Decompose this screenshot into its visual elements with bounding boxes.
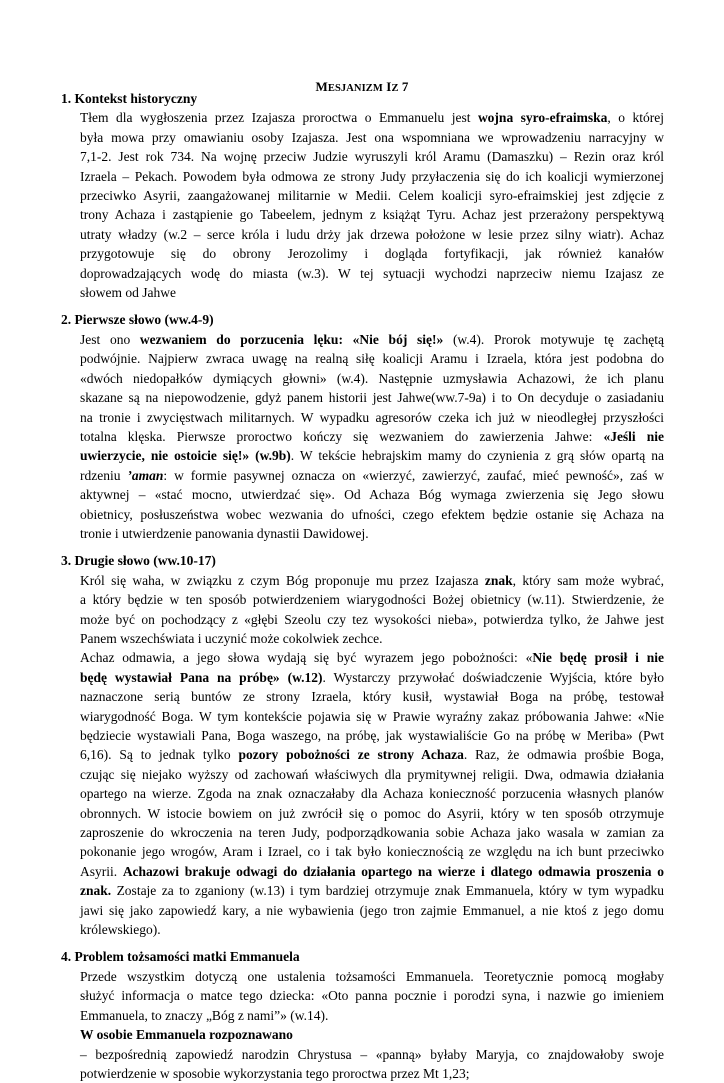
section-heading-1: 1. Kontekst historyczny <box>61 89 664 108</box>
title-part: I <box>383 79 392 94</box>
title-part: ESJANIZM <box>328 83 383 94</box>
title-part: 7 <box>399 79 409 94</box>
document-body <box>61 89 664 1083</box>
section-heading-3: 3. Drugie słowo (ww.10-17) <box>61 551 664 570</box>
title-part: M <box>315 79 327 94</box>
paragraph: Jest ono wezwaniem do porzucenia lęku: «Nie bój się!» (w.4). Prorok motywuje tę zachętą podwójnie. Najpierw zwraca uwagę na realną siłę koalicji Aramu i Izraela, która jest podobna do «dwóch niedopałków dymiących głowni» (w.4). Następnie uzmysławia Achazowi, że ich planu skazane są na niepowodzenie, gdyż panem historii jest Jahwe(ww.7-9a) i to On decyduje o zasiadaniu na tronie i zwycięstwach militarnych. W wypadku agresorów czeka ich już w nieodległej przyszłości totalna klęska. Pierwsze proroctwo kończy się wezwaniem do zawierzenia Jahwe: «Jeśli nie uwierzycie, nie ostoicie się!» (w.9b). W tekście hebrajskim mamy do czynienia z grą słów opartą na rdzeniu ʼaman: w formie pasywnej oznacza on «wierzyć, zawierzyć, zaufać, mieć pewność», zaś w aktywnej – «stać mocno, utwierdzać się». Od Achaza Bóg wymaga zwierzenia się Jego słowu obietnicy, posłuszeństwa wobec wezwania do ufności, czego efektem będzie ostanie się Achaza na tronie i utwierdzenie panowania dynastii Dawidowej. <box>61 330 664 543</box>
section-heading-4: 4. Problem tożsamości matki Emmanuela <box>61 947 664 966</box>
subheading: W osobie Emmanuela rozpoznawano <box>61 1025 664 1044</box>
paragraph: Achaz odmawia, a jego słowa wydają się być wyrazem jego pobożności: «Nie będę prosił i nie będę wystawiał Pana na próbę» (w.12). Wystarczy przywołać doświadczenie Wyjścia, które było naznaczone serią buntów ze strony Izraela, który kusił, wystawiał Boga na próbę, testował wiarygodność Boga. W tym kontekście pojawia się w Prawie wyraźny zakaz próbowania Jahwe: «Nie będziecie wystawiali Pana, Boga waszego, na próbę, jak wystawialiście Go na próbę w Meriba» (Pwt 6,16). Są to jednak tylko pozory pobożności ze strony Achaza. Raz, że odmawia prośbie Boga, czując się niejako wyższy od zachowań właściwych dla prymitywnej religii. Dwa, odmawia działania opartego na wierze. Zgoda na znak oznaczałaby dla Achaza konieczność porzucenia własnych planów obronnych. W istocie bowiem on już zwrócił się o pomoc do Asyrii, który w ten sposób otrzymuje zaproszenie do wkroczenia na teren Judy, podporządkowania sobie Achaza jako wasala w zamian za pokonanie jego wrogów, Aram i Izrael, co i tak było koniecznością ze względu na ich bunt przeciwko Asyrii. Achazowi brakuje odwagi do działania opartego na wierze i dlatego odmawia proszenia o znak. Zostaje za to zganiony (w.13) i tym bardziej otrzymuje znak Emmanuela, który w tym wypadku jawi się jako zapowiedź kary, a nie wybawienia (jego tron zajmie Emmanuel, a nie ktoś z jego domu królewskiego). <box>61 648 664 939</box>
paragraph: Przede wszystkim dotyczą one ustalenia tożsamości Emmanuela. Teoretycznie pomocą mogłaby służyć informacja o matce tego dziecka: «Oto panna pocznie i porodzi syna, i nazwie go imieniem Emmanuela, to znaczy „Bóg z nami”» (w.14). <box>61 967 664 1025</box>
title-part: Z <box>391 83 398 94</box>
paragraph: Król się waha, w związku z czym Bóg proponuje mu przez Izajasza znak, który sam może wybrać, a który będzie w ten sposób potwierdzeniem wiarygodności Bożej obietnicy (w.11). Stwierdzenie, że może być on pochodzący z «głębi Szeolu czy tez wysokości nieba», potwierdza tylko, że Jahwe jest Panem wszechświata i uczynić może cokolwiek zechce. <box>61 571 664 649</box>
paragraph: Tłem dla wygłoszenia przez Izajasza proroctwa o Emmanuelu jest wojna syro-efraimska, o której była mowa przy omawianiu osoby Izajasza. Jest ona wspomniana we wprowadzeniu narracyjny w 7,1-2. Jest rok 734. Na wojnę przeciw Judzie wyruszyli król Aramu (Damaszku) – Rezin oraz król Izraela – Pekach. Powodem była odmowa ze strony Judy przyłaczenia się do ich koalicji wymierzonej przeciwko Asyrii, zaangażowanej militarnie w Medii. Celem koalicji syro-efraimskiej jest zdjęcie z trony Achaza i zastąpienie go Tabeelem, jednym z książąt Tyru. Achaz jest przerażony perspektywą utraty władzy (w.2 – serce króla i ludu drży jak drzewa położone w lesie przez silny wiatr). Achaz przygotowuje się do obrony Jerozolimy i dogląda fortyfikacji, jak również kanałów doprowadzających wodę do miasta (w.3). W tej sytuacji wychodzi naprzeciw niemu Izajasz ze słowem od Jahwe <box>61 108 664 302</box>
paragraph: – bezpośrednią zapowiedź narodzin Chrystusa – «panną» byłaby Maryja, co znajdowałoby swoje potwierdzenie w sposobie wykorzystania tego proroctwa przez Mt 1,23; <box>61 1045 664 1083</box>
section-heading-2: 2. Pierwsze słowo (ww.4-9) <box>61 310 664 329</box>
